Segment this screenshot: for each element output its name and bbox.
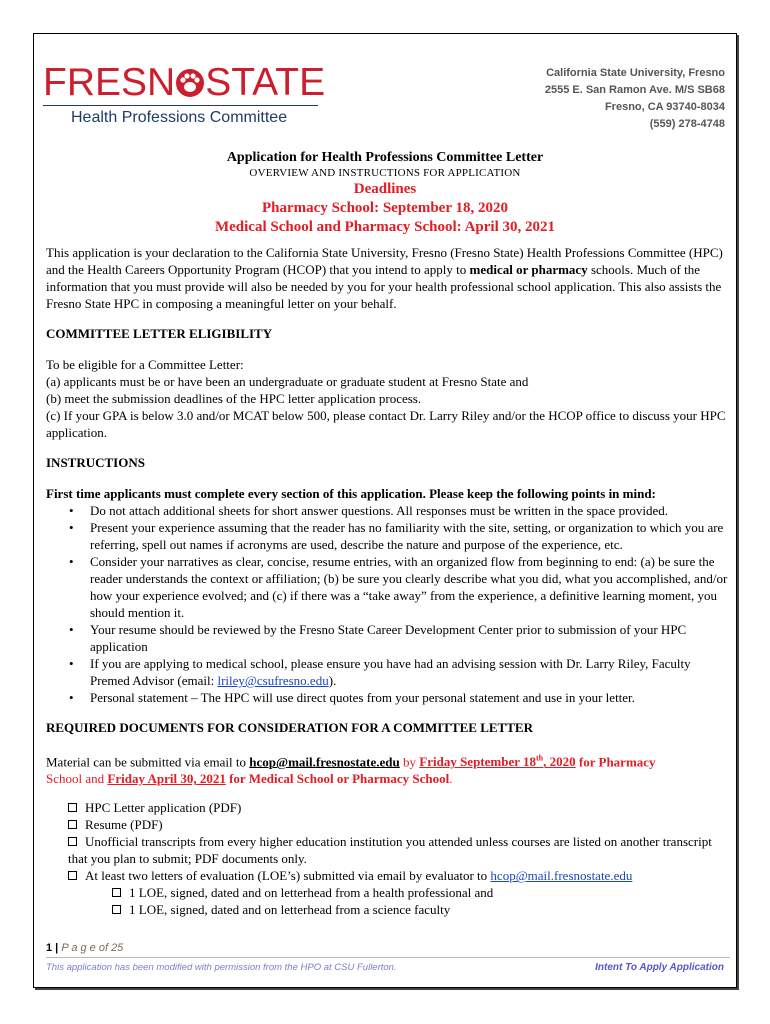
logo-subtitle: Health Professions Committee — [71, 109, 288, 126]
list-item: • Consider your narratives as clear, concise, resume entries, with an organized flow from beginning to end: (a) be sure the reader understands the context or affiliation; (b) be sure you clearly describe what you did, what you accomplished, and/or how your experience evolved; and (c) if there was a “take away” from the experience, a definitive learning moment, you should mention it. — [90, 553, 730, 621]
checklist-item-resume: Resume (PDF) — [46, 816, 730, 833]
list-item: • Do not attach additional sheets for short answer questions. All responses must be written in the space provided. — [90, 502, 730, 519]
eligibility-item: (b) meet the submission deadlines of the HPC letter application process. — [46, 391, 422, 406]
instructions-list — [46, 502, 730, 706]
address-line: Fresno, CA 93740-8034 — [604, 101, 725, 113]
footer-form-title: Intent To Apply Application — [595, 962, 724, 973]
eligibility-lead: To be eligible for a Committee Letter: — [46, 357, 244, 372]
instructions-lead: First time applicants must complete every section of this application. Please keep the following points in mind: — [46, 486, 656, 501]
checkbox[interactable] — [68, 803, 77, 812]
checklist-subitem: 1 LOE, signed, dated and on letterhead from a science faculty — [46, 901, 730, 918]
checklist-item-loe: At least two letters of evaluation (LOE’s) submitted via email by evaluator to hcop@mail.fresnostate.edu — [46, 867, 730, 884]
document-title: Application for Health Professions Committee Letter — [226, 150, 544, 165]
required-heading: REQUIRED DOCUMENTS FOR CONSIDERATION FOR A COMMITTEE LETTER — [46, 720, 533, 735]
footer-divider — [46, 957, 730, 958]
deadline-pharmacy: Pharmacy School: September 18, 2020 — [262, 200, 508, 216]
address-line: 2555 E. San Ramon Ave. M/S SB68 — [544, 84, 725, 96]
checklist-subitem: 1 LOE, signed, dated and on letterhead from a health professional and — [46, 884, 730, 901]
address-phone: (559) 278-4748 — [649, 118, 725, 130]
instructions-heading: INSTRUCTIONS — [46, 455, 145, 470]
advisor-email-link[interactable]: lriley@csufresno.edu — [217, 673, 329, 688]
submission-paragraph: Material can be submitted via email to hcop@mail.fresnostate.edu by Friday September 18th, 2020 for Pharmacy School and Friday April 30, 2021 for Medical School or Pharmacy School. — [46, 754, 656, 787]
list-item: • Personal statement – The HPC will use direct quotes from your personal statement and use in your letter. — [90, 689, 730, 706]
document-subtitle: OVERVIEW AND INSTRUCTIONS FOR APPLICATION — [249, 167, 521, 179]
checkbox[interactable] — [112, 888, 121, 897]
eligibility-heading: COMMITTEE LETTER ELIGIBILITY — [46, 326, 273, 341]
hcop-email[interactable]: hcop@mail.fresnostate.edu — [249, 754, 400, 770]
checklist-item-transcripts: Unofficial transcripts from every higher education institution you attended unless courses are listed on another transcript that you plan to submit; PDF documents only. — [68, 834, 712, 867]
address-block — [545, 65, 725, 133]
intro-paragraph: This application is your declaration to the California State University, Fresno (Fresno State) Health Professions Committee (HPC) and the Health Careers Opportunity Program (HCOP) that you intend to apply to medical or pharmacy schools. Much of the information that you must provide will also be needed by you for your health professional school application. This also assists the Fresno State HPC in composing a meaningful letter on your behalf. — [46, 245, 723, 311]
eligibility-item: (a) applicants must be or have been an undergraduate or graduate student at Fresno State and — [46, 374, 529, 389]
checkbox[interactable] — [68, 820, 77, 829]
checkbox[interactable] — [68, 837, 77, 846]
paw-icon — [175, 66, 205, 96]
checkbox[interactable] — [112, 905, 121, 914]
deadline-date-1: Friday September 18th, 2020 — [419, 754, 576, 770]
list-item: • If you are applying to medical school, please ensure you have had an advising session with Dr. Larry Riley, Faculty Premed Advisor (email: lriley@csufresno.edu). — [90, 655, 730, 689]
loe-email-link[interactable]: hcop@mail.fresnostate.edu — [490, 868, 633, 884]
deadlines-heading: Deadlines — [353, 181, 417, 197]
list-item: • Your resume should be reviewed by the Fresno State Career Development Center prior to submission of your HPC application — [90, 621, 730, 655]
footer-note: This application has been modified with permission from the HPO at CSU Fullerton. — [46, 962, 397, 973]
list-item: • Present your experience assuming that the reader has no familiarity with the site, setting, or organization to which you are referring, spell out names if acronyms are used, describe the nature and purpose of the experience, etc. — [90, 519, 730, 553]
deadline-medical: Medical School and Pharmacy School: April 30, 2021 — [214, 219, 555, 235]
address-line: California State University, Fresno — [546, 67, 725, 79]
fresno-state-logo — [43, 61, 326, 129]
checkbox[interactable] — [68, 871, 77, 880]
checklist-item-application: HPC Letter application (PDF) — [46, 799, 730, 816]
eligibility-item: (c) If your GPA is below 3.0 and/or MCAT below 500, please contact Dr. Larry Riley and/or the HCOP office to discuss your HPC application. — [46, 408, 726, 440]
page-number: 1 | P a g e of 25 — [46, 942, 124, 954]
deadline-date-2: Friday April 30, 2021 — [107, 771, 226, 787]
logo-rule — [43, 105, 318, 106]
title-block — [45, 149, 725, 237]
logo-wordmark: FRESN STATE — [43, 61, 326, 104]
document-body — [46, 244, 730, 918]
